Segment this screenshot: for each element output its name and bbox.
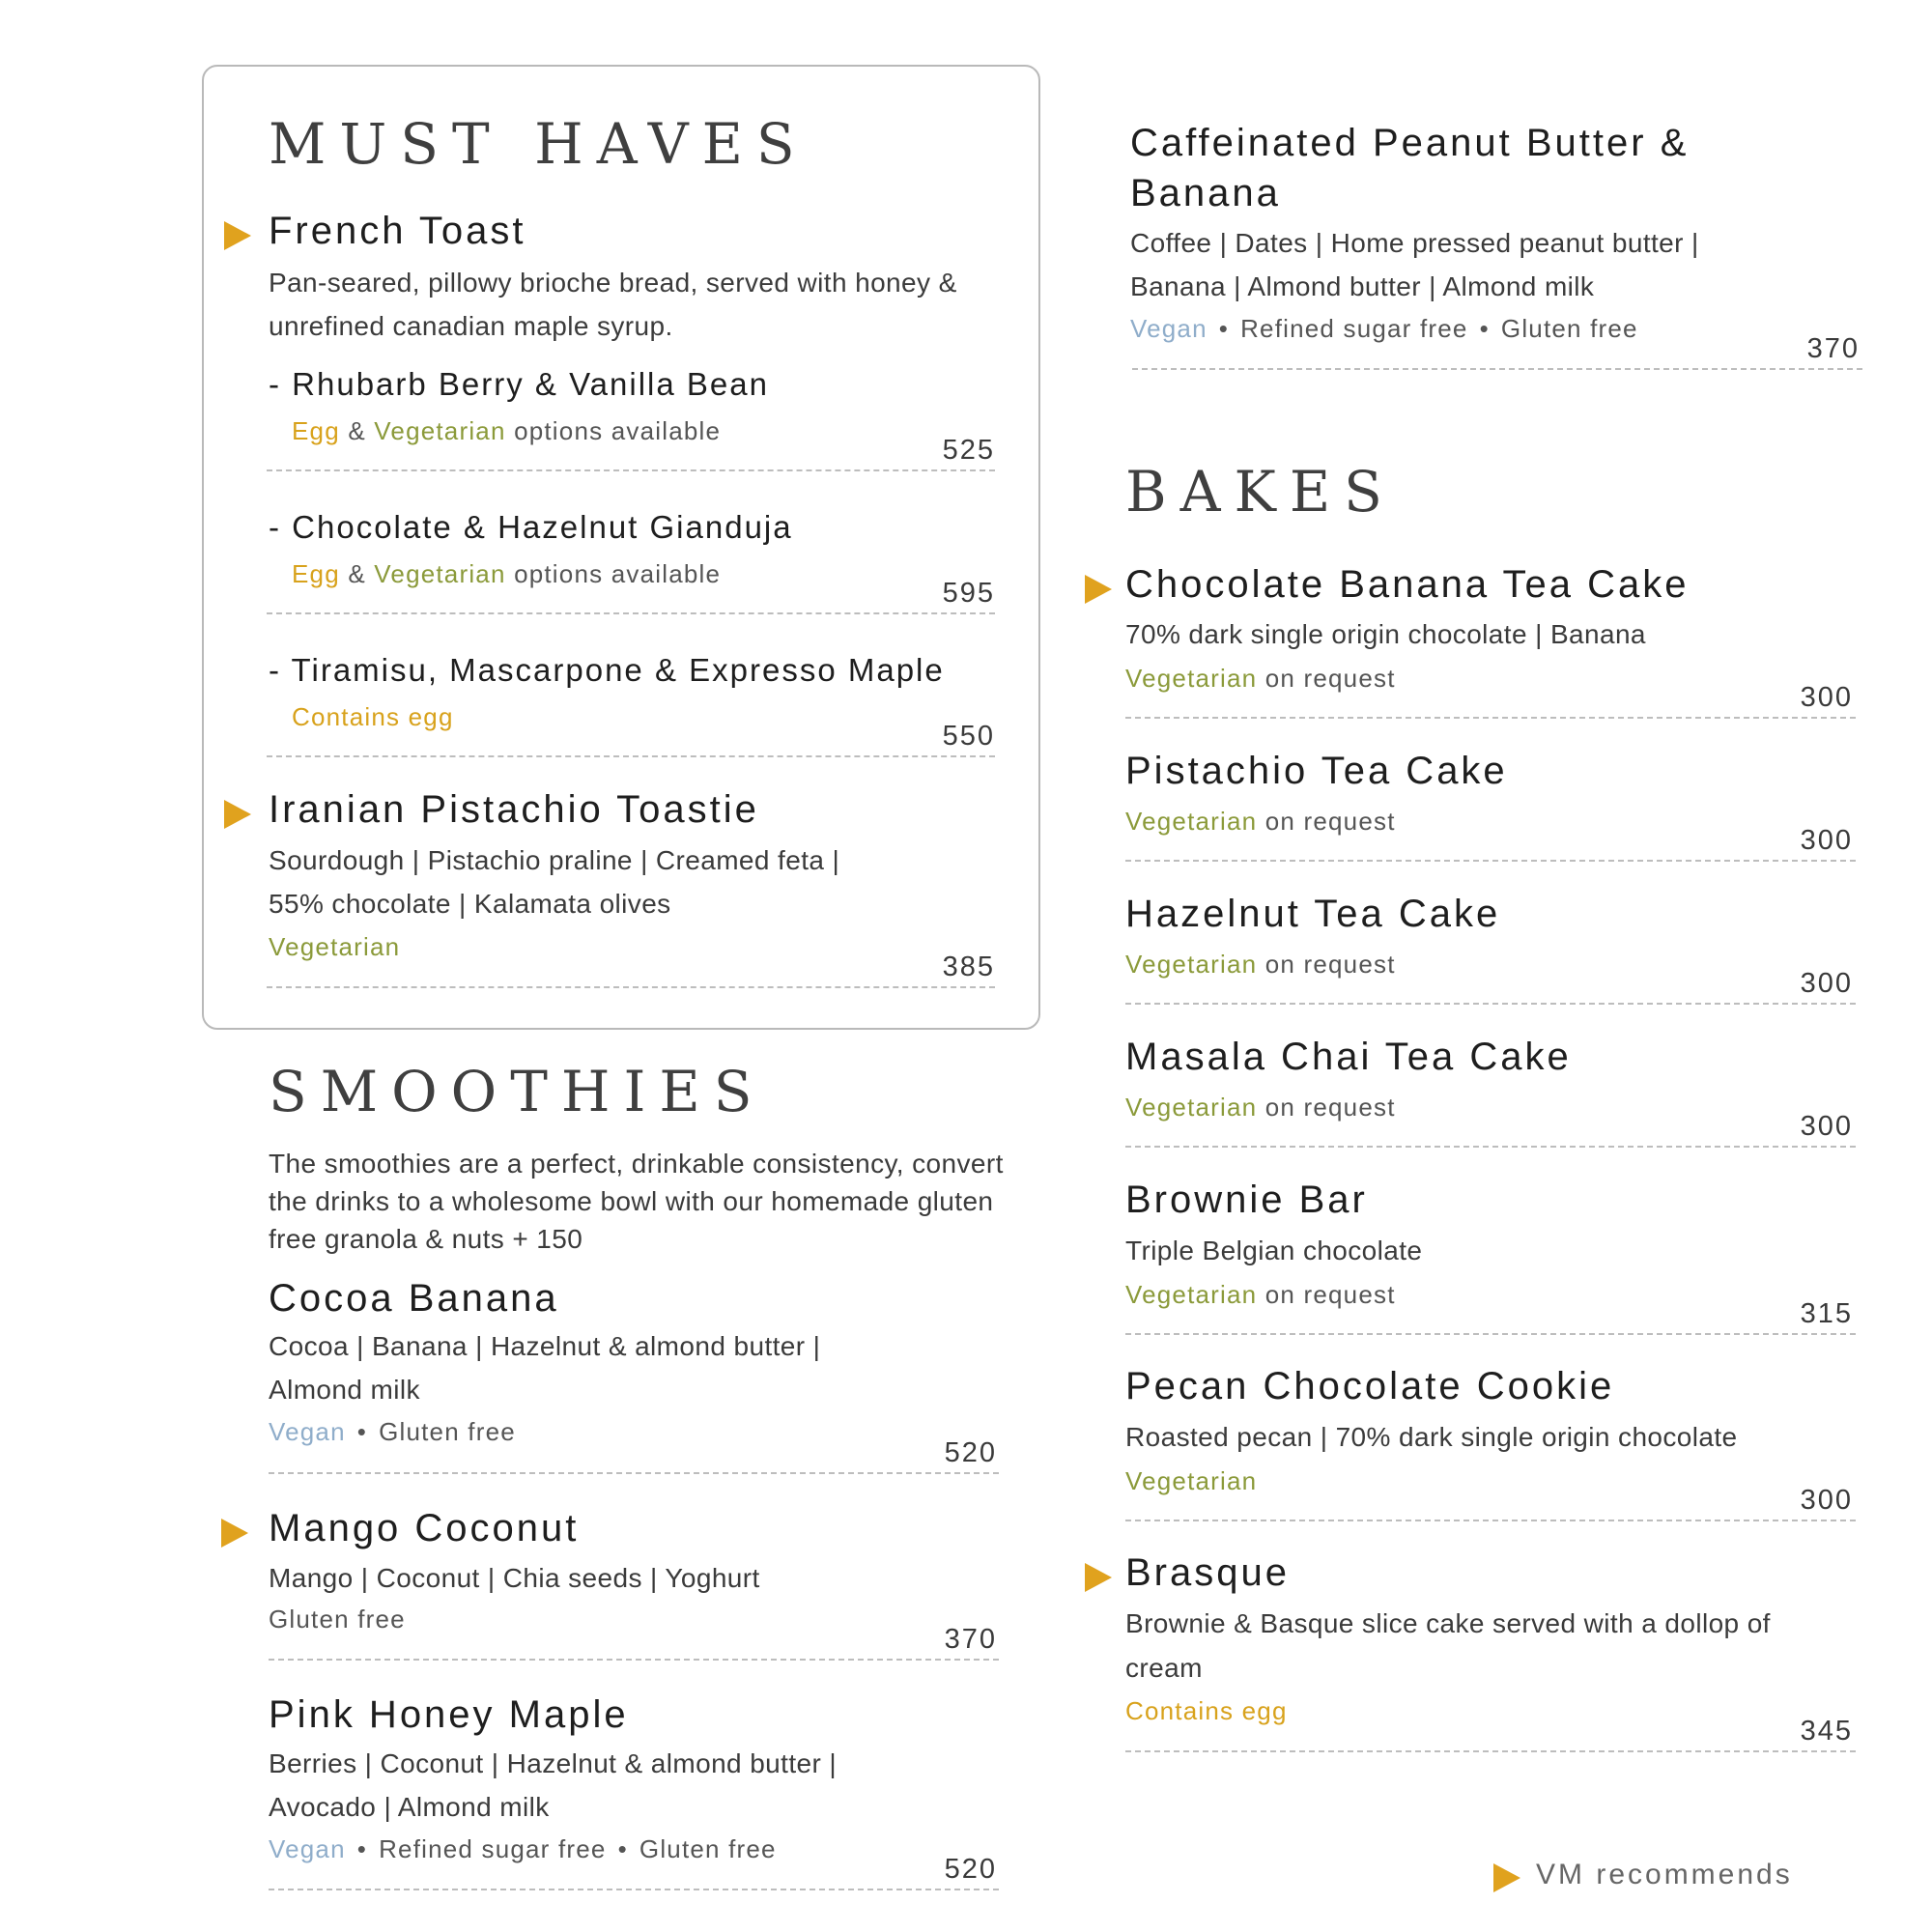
brownie-bar-price: 315: [1800, 1298, 1853, 1329]
pistachio-tea-cake-title: Pistachio Tea Cake: [1125, 750, 1508, 792]
brownie-bar-title: Brownie Bar: [1125, 1179, 1368, 1221]
bullet-icon: •: [356, 1417, 368, 1446]
pecan-chocolate-cookie-description: Roasted pecan | 70% dark single origin chocolate: [1125, 1422, 1738, 1452]
variant-rhubarb-price: 525: [942, 435, 995, 466]
divider: [1125, 1750, 1856, 1752]
divider: [267, 755, 995, 757]
variant-gianduja-title: - Chocolate & Hazelnut Gianduja: [269, 509, 793, 545]
vegetarian-tag: Vegetarian: [269, 932, 401, 961]
brownie-bar-description: Triple Belgian chocolate: [1125, 1236, 1423, 1265]
recommended-arrow-icon: [1085, 575, 1112, 604]
vegan-tag: Vegan: [269, 1417, 346, 1446]
pistachio-toastie-price: 385: [942, 952, 995, 982]
pistachio-toastie-description-line2: 55% chocolate | Kalamata olives: [269, 889, 671, 919]
on-request-text: on request: [1264, 664, 1396, 693]
vegetarian-tag: Vegetarian: [374, 559, 506, 588]
peanut-butter-banana-tags: [1130, 314, 1638, 344]
variant-gianduja-tags: [292, 559, 721, 589]
masala-chai-tea-cake-tags: [1125, 1093, 1396, 1122]
vegetarian-tag: Vegetarian: [1125, 1280, 1258, 1309]
divider: [1125, 860, 1856, 862]
bullet-icon: •: [617, 1834, 628, 1863]
divider: [269, 1659, 999, 1661]
divider: [267, 612, 995, 614]
refined-sugar-free-tag: Refined sugar free: [379, 1834, 607, 1863]
cocoa-banana-title: Cocoa Banana: [269, 1277, 559, 1320]
peanut-butter-banana-title-line1: Caffeinated Peanut Butter &: [1130, 122, 1690, 164]
chocolate-banana-tea-cake-description: 70% dark single origin chocolate | Banana: [1125, 619, 1646, 649]
divider: [269, 1889, 999, 1890]
gluten-free-tag: Gluten free: [1500, 314, 1638, 343]
pink-honey-maple-title: Pink Honey Maple: [269, 1693, 629, 1736]
vegetarian-tag: Vegetarian: [1125, 950, 1258, 979]
tag-join: &: [348, 559, 366, 588]
divider: [267, 469, 995, 471]
gluten-free-tag: Gluten free: [269, 1605, 406, 1634]
recommended-arrow-icon: [224, 221, 251, 250]
mango-coconut-price: 370: [944, 1624, 997, 1655]
chocolate-banana-tea-cake-title: Chocolate Banana Tea Cake: [1125, 563, 1690, 606]
variant-rhubarb-title: - Rhubarb Berry & Vanilla Bean: [269, 366, 769, 402]
egg-tag: Egg: [292, 416, 340, 445]
gluten-free-tag: Gluten free: [379, 1417, 516, 1446]
on-request-text: on request: [1264, 807, 1396, 836]
peanut-butter-banana-price: 370: [1806, 333, 1860, 364]
mango-coconut-title: Mango Coconut: [269, 1507, 580, 1549]
divider: [269, 1472, 999, 1474]
mango-coconut-description: Mango | Coconut | Chia seeds | Yoghurt: [269, 1563, 760, 1593]
vegan-tag: Vegan: [269, 1834, 346, 1863]
tag-join: &: [348, 416, 366, 445]
pink-honey-maple-description-line1: Berries | Coconut | Hazelnut & almond butter |: [269, 1748, 838, 1778]
pink-honey-maple-description-line2: Avocado | Almond milk: [269, 1792, 550, 1822]
variant-tiramisu-title: - Tiramisu, Mascarpone & Expresso Maple: [269, 652, 945, 688]
vegan-tag: Vegan: [1130, 314, 1208, 343]
masala-chai-tea-cake-price: 300: [1800, 1111, 1853, 1142]
on-request-text: on request: [1264, 950, 1396, 979]
refined-sugar-free-tag: Refined sugar free: [1240, 314, 1468, 343]
bakes-heading: BAKES: [1125, 459, 1396, 525]
bullet-icon: •: [356, 1834, 368, 1863]
options-available-text: options available: [514, 559, 722, 588]
bullet-icon: •: [1479, 314, 1490, 343]
peanut-butter-banana-title-line2: Banana: [1130, 172, 1281, 214]
on-request-text: on request: [1264, 1093, 1396, 1122]
peanut-butter-banana-description-line1: Coffee | Dates | Home pressed peanut butter |: [1130, 228, 1699, 258]
vegetarian-tag: Vegetarian: [374, 416, 506, 445]
pecan-chocolate-cookie-title: Pecan Chocolate Cookie: [1125, 1365, 1615, 1407]
masala-chai-tea-cake-title: Masala Chai Tea Cake: [1125, 1036, 1572, 1078]
recommended-arrow-icon: [221, 1519, 248, 1548]
variant-rhubarb-tags: [292, 416, 721, 446]
divider: [1125, 1146, 1856, 1148]
hazelnut-tea-cake-title: Hazelnut Tea Cake: [1125, 893, 1501, 935]
smoothies-heading: SMOOTHIES: [269, 1059, 766, 1124]
pistachio-tea-cake-price: 300: [1800, 825, 1853, 856]
brasque-description-line1: Brownie & Basque slice cake served with a dollop of: [1125, 1608, 1771, 1638]
pink-honey-maple-price: 520: [944, 1854, 997, 1885]
cocoa-banana-price: 520: [944, 1437, 997, 1468]
egg-tag: Egg: [292, 559, 340, 588]
divider: [1125, 1003, 1856, 1005]
variant-gianduja-price: 595: [942, 578, 995, 609]
gluten-free-tag: Gluten free: [639, 1834, 777, 1863]
vm-recommends-legend: VM recommends: [1536, 1859, 1793, 1890]
divider: [267, 986, 995, 988]
smoothies-intro: The smoothies are a perfect, drinkable consistency, convert the drinks to a wholesome bowl with our homemade gluten free granola & nuts + 150: [269, 1149, 1004, 1254]
divider: [1125, 1520, 1856, 1521]
chocolate-banana-tea-cake-tags: [1125, 664, 1396, 694]
divider: [1125, 717, 1856, 719]
on-request-text: on request: [1264, 1280, 1396, 1309]
must-haves-heading: MUST HAVES: [269, 111, 809, 177]
bullet-icon: •: [1218, 314, 1230, 343]
cocoa-banana-tags: [269, 1417, 516, 1447]
brownie-bar-tags: [1125, 1280, 1396, 1310]
pecan-chocolate-cookie-price: 300: [1800, 1485, 1853, 1516]
vegetarian-tag: Vegetarian: [1125, 807, 1258, 836]
pistachio-tea-cake-tags: [1125, 807, 1396, 837]
peanut-butter-banana-description-line2: Banana | Almond butter | Almond milk: [1130, 271, 1595, 301]
divider: [1132, 368, 1862, 370]
brasque-title: Brasque: [1125, 1551, 1290, 1594]
french-toast-title: French Toast: [269, 210, 526, 252]
cocoa-banana-description-line1: Cocoa | Banana | Hazelnut & almond butter |: [269, 1331, 821, 1361]
variant-tiramisu-price: 550: [942, 721, 995, 752]
recommended-arrow-icon: [1085, 1563, 1112, 1592]
options-available-text: options available: [514, 416, 722, 445]
pink-honey-maple-tags: [269, 1834, 777, 1864]
hazelnut-tea-cake-price: 300: [1800, 968, 1853, 999]
contains-egg-tag: Contains egg: [292, 702, 454, 731]
pistachio-toastie-description-line1: Sourdough | Pistachio praline | Creamed feta |: [269, 845, 840, 875]
vegetarian-tag: Vegetarian: [1125, 1093, 1258, 1122]
recommended-arrow-icon: [224, 800, 251, 829]
vegetarian-tag: Vegetarian: [1125, 1466, 1258, 1495]
brasque-description-line2: cream: [1125, 1653, 1203, 1683]
pistachio-toastie-title: Iranian Pistachio Toastie: [269, 788, 759, 831]
french-toast-description: Pan-seared, pillowy brioche bread, served with honey & unrefined canadian maple syrup.: [269, 268, 957, 341]
recommended-arrow-icon: [1493, 1863, 1520, 1892]
hazelnut-tea-cake-tags: [1125, 950, 1396, 980]
vegetarian-tag: Vegetarian: [1125, 664, 1258, 693]
divider: [1125, 1333, 1856, 1335]
chocolate-banana-tea-cake-price: 300: [1800, 682, 1853, 713]
contains-egg-tag: Contains egg: [1125, 1696, 1288, 1725]
brasque-price: 345: [1800, 1716, 1853, 1747]
cocoa-banana-description-line2: Almond milk: [269, 1375, 420, 1405]
